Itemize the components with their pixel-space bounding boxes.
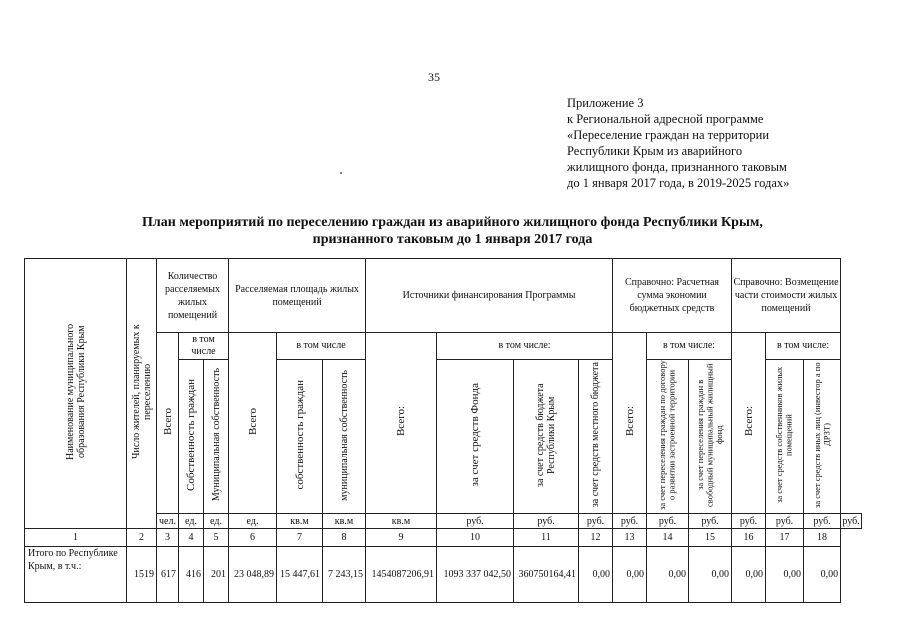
header-funding-total	[366, 333, 437, 514]
header-municipality	[25, 259, 127, 529]
plan-title-line2: признанного таковым до 1 января 2017 года	[312, 232, 593, 247]
unit-cell: ед.	[179, 514, 204, 529]
cell-comp-owners: 0,00	[766, 547, 804, 603]
header-area-citizen	[277, 360, 323, 514]
unit-cell: кв.м	[323, 514, 366, 529]
header-local-budget	[579, 360, 613, 514]
header-households-total	[157, 333, 179, 514]
unit-cell: ед.	[204, 514, 229, 529]
cell-area-citizen: 15 447,61	[277, 547, 323, 603]
col-number: 7	[277, 529, 323, 547]
col-number: 1	[25, 529, 127, 547]
scan-speck	[340, 172, 342, 174]
appendix-note	[567, 95, 789, 191]
table-row	[25, 547, 862, 603]
label: за счет переселения граждан по договору о развитии застроенной территории	[657, 360, 677, 510]
unit-cell: руб.	[732, 514, 766, 529]
unit-cell: ед.	[229, 514, 277, 529]
col-number: 9	[366, 529, 437, 547]
col-number: 5	[204, 529, 229, 547]
label: Всего:	[742, 406, 755, 437]
header-area-total	[229, 333, 277, 514]
label: Всего	[161, 408, 174, 435]
label: за счет средств собственников жилых помещений	[774, 366, 794, 504]
cell-comp-other: 0,00	[804, 547, 841, 603]
label: Всего:	[395, 406, 407, 437]
header-comp-including: в том числе:	[766, 333, 841, 360]
col-number: 12	[579, 529, 613, 547]
label: за счет переселения граждан в свободный муниципальный жилищный фонд	[694, 363, 724, 507]
appendix-line: Республики Крым из аварийного	[567, 144, 743, 158]
label: Собственность граждан	[185, 379, 197, 491]
unit-cell: руб.	[804, 514, 841, 529]
header-citizen-owned	[179, 360, 204, 514]
label: муниципальная собственность	[338, 369, 350, 501]
cell-republic-budget: 360750164,41	[514, 547, 579, 603]
label: Муниципальная собственность	[210, 368, 222, 502]
header-households-group: Количество расселяемых жилых помещений	[157, 259, 229, 333]
header-area-including: в том числе	[277, 333, 366, 360]
appendix-line: Приложение 3	[567, 96, 644, 110]
cell-savings-dev: 0,00	[647, 547, 689, 603]
header-fund	[437, 360, 514, 514]
header-comp-owners	[766, 360, 804, 514]
header-savings-group: Справочно: Расчетная сумма экономии бюджетных средств	[613, 259, 732, 333]
header-savings-dev	[647, 360, 689, 514]
cell-fund: 1093 337 042,50	[437, 547, 514, 603]
header-area-municipal	[323, 360, 366, 514]
col-number: 4	[179, 529, 204, 547]
unit-cell: кв.м	[277, 514, 323, 529]
plan-title-line1: План мероприятий по переселению граждан из аварийного жилищного фонда Республики Крым,	[142, 215, 763, 230]
col-number: 2	[127, 529, 157, 547]
col-number: 11	[514, 529, 579, 547]
cell-residents: 1519	[127, 547, 157, 603]
row-name: Итого по Республике Крым, в т.ч.:	[25, 547, 127, 603]
plan-title	[0, 214, 905, 248]
cell-households-municipal: 201	[204, 547, 229, 603]
column-number-row	[25, 529, 862, 547]
appendix-line: к Региональной адресной программе	[567, 112, 764, 126]
header-municipal-owned	[204, 360, 229, 514]
header-funding-group: Источники финансирования Программы	[366, 259, 613, 333]
label: за счет средств иных лиц (инвестор а по ДРЗТ)	[811, 362, 832, 508]
header-compensation-group: Справочно: Возмещение части стоимости жилых помещений	[732, 259, 841, 333]
label: за счет средств бюджета Республики Крым	[535, 383, 557, 487]
cell-area-municipal: 7 243,15	[323, 547, 366, 603]
header-savings-total	[613, 333, 647, 514]
label: за счет средств местного бюджета	[590, 362, 601, 508]
col-number: 15	[689, 529, 732, 547]
col-number: 18	[804, 529, 841, 547]
col-number: 6	[229, 529, 277, 547]
appendix-line: «Переселение граждан на территории	[567, 128, 770, 142]
header-residents	[127, 259, 157, 529]
resettlement-plan-table	[24, 258, 862, 603]
unit-cell: руб.	[613, 514, 647, 529]
label: за счет средств Фонда	[469, 383, 481, 487]
cell-savings-total: 0,00	[613, 547, 647, 603]
cell-funding-total: 1454087206,91	[366, 547, 437, 603]
col-number: 17	[766, 529, 804, 547]
unit-cell: чел.	[157, 514, 179, 529]
unit-cell: кв.м	[366, 514, 437, 529]
unit-cell: руб.	[647, 514, 689, 529]
cell-local-budget: 0,00	[579, 547, 613, 603]
col-number: 14	[647, 529, 689, 547]
header-municipality-label: Наименование муниципального образования Республики Крым	[64, 323, 87, 461]
col-number: 10	[437, 529, 514, 547]
unit-cell: руб.	[689, 514, 732, 529]
appendix-line: до 1 января 2017 года, в 2019-2025 годах»	[567, 176, 790, 190]
cell-households-total: 617	[157, 547, 179, 603]
header-republic-budget	[514, 360, 579, 514]
cell-households-citizen: 416	[179, 547, 204, 603]
label: Всего:	[623, 406, 636, 437]
unit-cell: руб.	[842, 515, 860, 527]
header-comp-other	[804, 360, 841, 514]
unit-cell: руб.	[514, 514, 579, 529]
col-number: 8	[323, 529, 366, 547]
header-residents-label: Число жителей, планируемых к переселению	[130, 324, 153, 460]
cell-comp-total: 0,00	[732, 547, 766, 603]
col-number: 16	[732, 529, 766, 547]
header-households-including: в том числе	[179, 333, 229, 360]
header-savings-including: в том числе:	[647, 333, 732, 360]
col-number: 3	[157, 529, 179, 547]
header-savings-free	[689, 360, 732, 514]
header-funding-including: в том числе:	[437, 333, 613, 360]
unit-cell: руб.	[437, 514, 514, 529]
page-number: 35	[428, 70, 440, 84]
cell-area-total: 23 048,89	[229, 547, 277, 603]
appendix-line: жилищного фонда, признанного таковым	[567, 160, 787, 174]
unit-cell: руб.	[766, 514, 804, 529]
header-area-group: Расселяемая площадь жилых помещений	[229, 259, 366, 333]
label: Всего	[246, 408, 259, 435]
label: собственность граждан	[293, 380, 306, 490]
col-number: 13	[613, 529, 647, 547]
cell-savings-free: 0,00	[689, 547, 732, 603]
unit-cell: руб.	[579, 514, 613, 529]
header-comp-total	[732, 333, 766, 514]
header-row-1	[25, 259, 862, 333]
